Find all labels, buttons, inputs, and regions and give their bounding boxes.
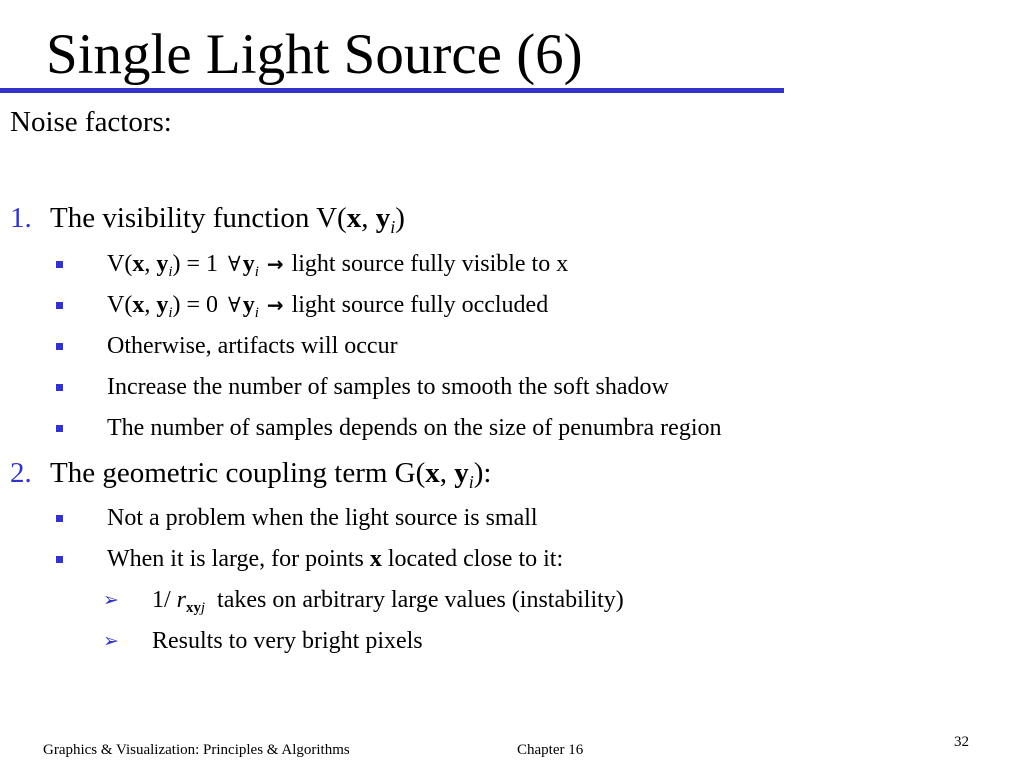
sub-list-item-text: 1/ $r_{xyj}$ takes on arbitrary large values (instability): [152, 587, 624, 616]
section-heading-text: The geometric coupling term G(x, $y_i$):: [50, 457, 492, 492]
right-arrow-icon: →: [266, 252, 284, 276]
right-arrow-icon: →: [266, 293, 284, 317]
footer-course: Graphics & Visualization: Principles & Algorithms: [43, 742, 350, 758]
square-bullet-icon: [56, 302, 63, 309]
arrowhead-bullet-icon: ➢: [103, 589, 119, 611]
list-item-text: Increase the number of samples to smooth the soft shadow: [107, 374, 669, 400]
intro-text: Noise factors:: [10, 106, 172, 138]
list-item-text: Not a problem when the light source is small: [107, 505, 538, 531]
list-item-text: When it is large, for points x located close to it:: [107, 546, 564, 572]
forall-symbol: ∀: [228, 252, 241, 276]
square-bullet-icon: [56, 425, 63, 432]
sub-list-item-text: Results to very bright pixels: [152, 628, 423, 654]
list-item-text: The number of samples depends on the size of penumbra region: [107, 415, 722, 441]
list-item-text: Otherwise, artifacts will occur: [107, 333, 398, 359]
section-number: 1.: [10, 202, 32, 234]
list-item-text: V(x, $y_i) = 1$ $\forall y_i$ → light source fully visible to x: [107, 251, 569, 280]
page-number: 32: [954, 734, 969, 750]
square-bullet-icon: [56, 261, 63, 268]
arrowhead-bullet-icon: ➢: [103, 630, 119, 652]
square-bullet-icon: [56, 556, 63, 563]
list-item-text: V(x, $y_i) = 0$ $\forall y_i$ → light source fully occluded: [107, 292, 549, 321]
square-bullet-icon: [56, 384, 63, 391]
slide-title: Single Light Source (6): [46, 23, 583, 86]
forall-symbol: ∀: [228, 293, 241, 317]
title-underline: [0, 88, 784, 93]
square-bullet-icon: [56, 515, 63, 522]
section-heading-text: The visibility function V(x, $y_i$): [50, 202, 405, 237]
footer-chapter: Chapter 16: [517, 742, 584, 758]
section-number: 2.: [10, 457, 32, 489]
square-bullet-icon: [56, 343, 63, 350]
